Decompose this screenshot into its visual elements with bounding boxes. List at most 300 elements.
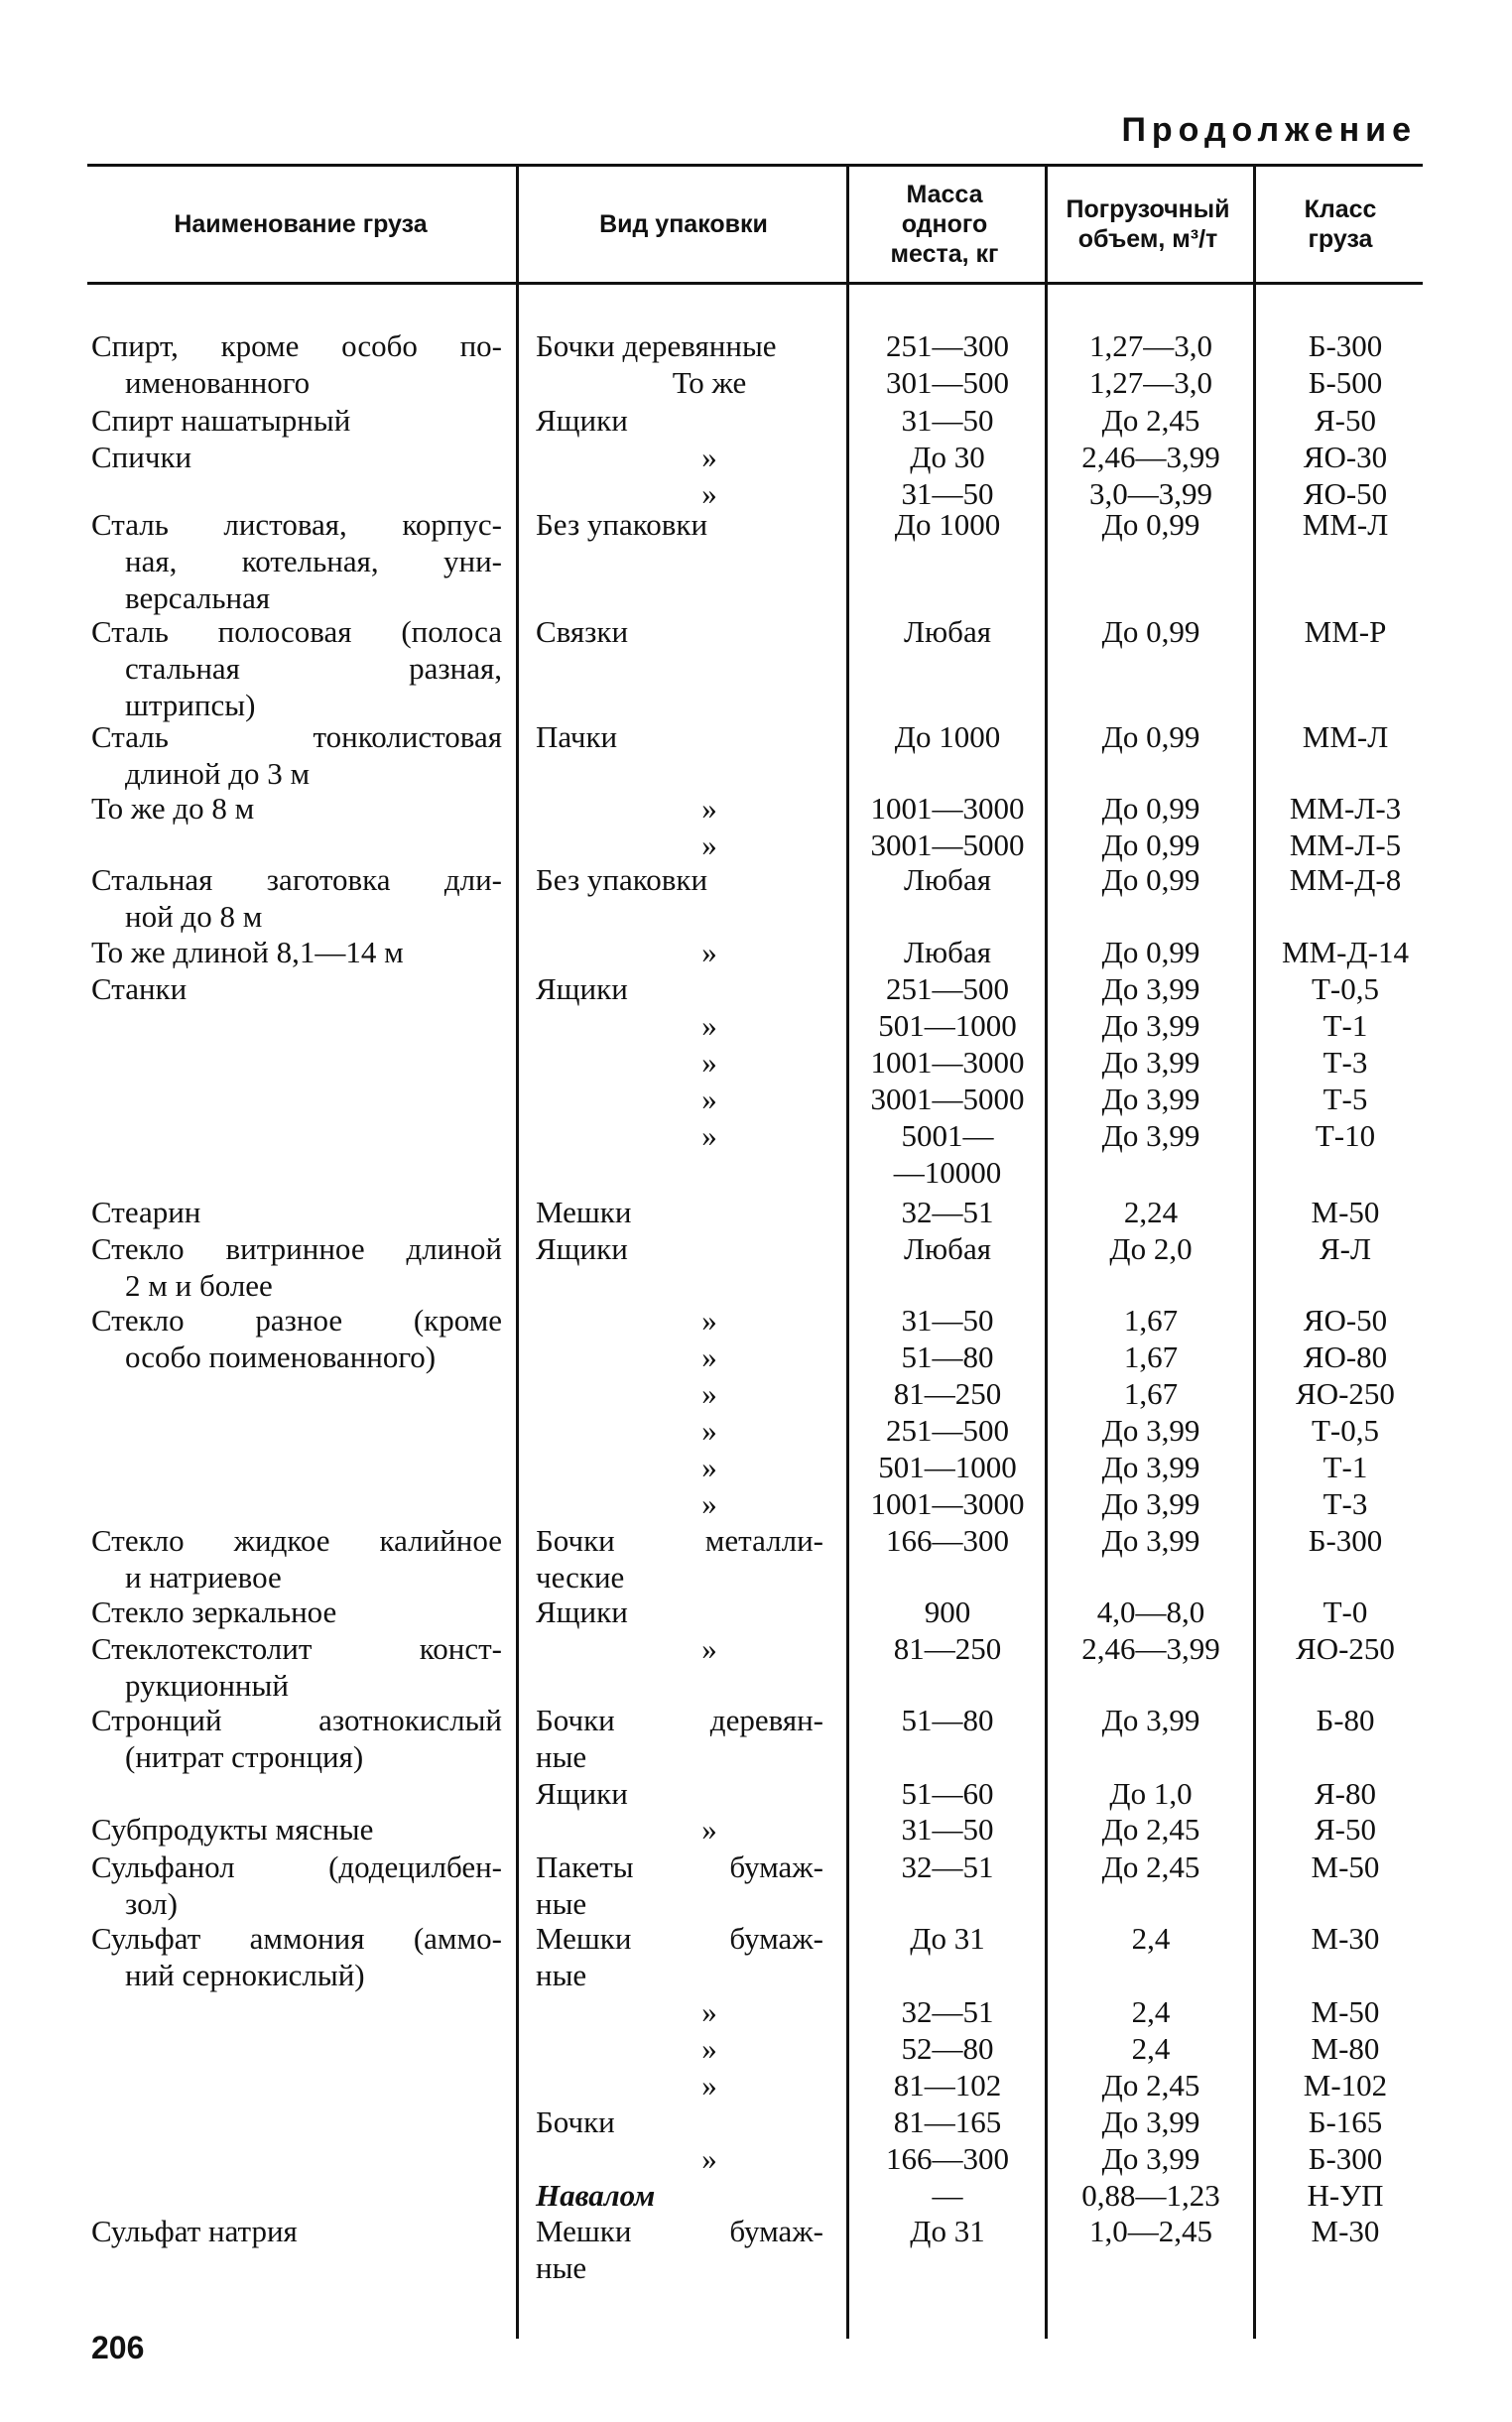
- class-line: ЯО-30: [1303, 440, 1388, 474]
- class-line: Т-0,5: [1311, 1413, 1379, 1448]
- class-cell: [1266, 1848, 1425, 1885]
- class-cell: [1266, 1593, 1425, 1630]
- column-header-name: Наименование груза: [174, 210, 428, 238]
- volume-line: До 0,99: [1101, 614, 1200, 649]
- class-cell: [1266, 1811, 1425, 1848]
- packing-line: »: [701, 2141, 717, 2176]
- mass-line: —: [932, 2178, 963, 2213]
- packing-line: Бочки: [536, 2104, 615, 2139]
- cargo-name-cell: [91, 1230, 502, 1304]
- column-header-mass: Масса одного места, кг: [890, 181, 999, 268]
- mass-cell: [855, 1848, 1040, 1885]
- volume-line: До 3,99: [1101, 2141, 1200, 2176]
- volume-cell: [1052, 506, 1250, 543]
- mass-cell: [855, 1593, 1040, 1630]
- cargo-name-line: особо поименованного): [125, 1339, 437, 1374]
- cargo-name-line: Сульфат аммония (аммо-: [91, 1921, 502, 1956]
- class-cell: [1266, 970, 1425, 1154]
- mass-cell: [855, 439, 1040, 512]
- mass-line: Любая: [904, 862, 991, 897]
- volume-line: 2,4: [1131, 2031, 1171, 2066]
- volume-cell: [1052, 934, 1250, 970]
- volume-cell: [1052, 439, 1250, 512]
- mass-line: До 31: [910, 2214, 985, 2248]
- mass-line: До 31: [910, 1921, 985, 1956]
- cargo-name-line: Спички: [91, 440, 192, 474]
- volume-line: До 2,45: [1101, 403, 1200, 438]
- cargo-name-cell: [91, 790, 502, 827]
- mass-line: 31—50: [901, 476, 994, 511]
- packing-cell: [536, 1702, 823, 1812]
- mass-line: 51—60: [901, 1776, 994, 1811]
- class-line: Т-10: [1315, 1118, 1376, 1153]
- cargo-name-cell: [91, 613, 502, 723]
- packing-line: ные: [536, 1739, 587, 1774]
- cargo-name-cell: [91, 1702, 502, 1775]
- volume-cell: [1052, 327, 1250, 401]
- packing-line: »: [701, 1631, 717, 1666]
- volume-line: До 0,99: [1101, 791, 1200, 826]
- cargo-name-line: Стеклотекстолит конст-: [91, 1631, 502, 1666]
- class-cell: [1266, 1920, 1425, 2214]
- cargo-name-cell: [91, 1848, 502, 1922]
- mass-line: До 1000: [894, 507, 1001, 542]
- cargo-name-line: длиной до 3 м: [125, 756, 311, 791]
- mass-cell: [855, 1630, 1040, 1667]
- volume-cell: [1052, 970, 1250, 1154]
- packing-line: ные: [536, 1958, 587, 1992]
- packing-line: Ящики: [536, 403, 628, 438]
- mass-line: Любая: [904, 614, 991, 649]
- class-line: Б-300: [1308, 2141, 1383, 2176]
- cargo-name-cell: [91, 1920, 502, 1993]
- cargo-name-line: Спирт нашатырный: [91, 403, 351, 438]
- packing-cell: [536, 506, 823, 543]
- volume-line: До 3,99: [1101, 1703, 1200, 1737]
- cargo-name-cell: [91, 861, 502, 935]
- mass-line: 31—50: [901, 1303, 994, 1338]
- volume-cell: [1052, 1302, 1250, 1522]
- cargo-name-line: 2 м и более: [125, 1268, 273, 1303]
- class-cell: [1266, 1230, 1425, 1267]
- mass-cell: [855, 934, 1040, 970]
- volume-cell: [1052, 718, 1250, 755]
- cargo-name-cell: [91, 1522, 502, 1595]
- mass-cell: [855, 402, 1040, 439]
- volume-cell: [1052, 1920, 1250, 2214]
- class-line: ММ-Л: [1302, 507, 1389, 542]
- column-header-packing: Вид упаковки: [599, 210, 768, 238]
- packing-line: То же: [672, 365, 747, 400]
- cargo-name-line: То же до 8 м: [91, 791, 255, 826]
- packing-line: ческие: [536, 1560, 625, 1594]
- volume-line: До 3,99: [1101, 2104, 1200, 2139]
- class-line: Б-80: [1316, 1703, 1375, 1737]
- class-line: ММ-Л-3: [1289, 791, 1402, 826]
- mass-line: 81—250: [893, 1631, 1002, 1666]
- cargo-name-line: То же длиной 8,1—14 м: [91, 935, 404, 969]
- volume-line: До 3,99: [1101, 1045, 1200, 1080]
- packing-line: ные: [536, 1886, 587, 1921]
- cargo-name-line: Станки: [91, 971, 188, 1006]
- class-cell: [1266, 718, 1425, 755]
- mass-line: 166—300: [886, 2141, 1009, 2176]
- volume-line: 2,4: [1131, 1921, 1171, 1956]
- cargo-name-cell: [91, 1194, 502, 1230]
- volume-cell: [1052, 1630, 1250, 1667]
- class-line: Н-УП: [1307, 2178, 1384, 2213]
- class-line: Т-0,5: [1311, 971, 1379, 1006]
- class-line: М-30: [1311, 2214, 1380, 2248]
- mass-line: 81—102: [893, 2068, 1002, 2103]
- packing-line: Навалом: [536, 2178, 656, 2213]
- class-line: ЯО-50: [1303, 1303, 1388, 1338]
- packing-line: »: [701, 1413, 717, 1448]
- packing-line: Ящики: [536, 1776, 628, 1811]
- mass-line: 32—51: [901, 1994, 994, 2029]
- mass-line: 251—300: [886, 328, 1009, 363]
- cargo-name-line: Стекло зеркальное: [91, 1594, 337, 1629]
- cargo-name-line: зол): [125, 1886, 178, 1921]
- volume-line: 1,67: [1123, 1376, 1179, 1411]
- mass-cell: [855, 1194, 1040, 1230]
- class-line: М-50: [1311, 1994, 1380, 2029]
- cargo-name-cell: [91, 1302, 502, 1375]
- continuation-label: Продолжение: [1121, 111, 1417, 149]
- class-cell: [1266, 1522, 1425, 1559]
- mass-cell: [855, 861, 1040, 898]
- class-line: ММ-Р: [1304, 614, 1387, 649]
- volume-line: До 3,99: [1101, 1118, 1200, 1153]
- class-line: Я-80: [1315, 1776, 1376, 1811]
- packing-line: ные: [536, 2250, 587, 2285]
- column-header-class: Класс груза: [1304, 195, 1377, 253]
- class-line: Т-1: [1323, 1008, 1368, 1043]
- mass-line: 32—51: [901, 1849, 994, 1884]
- packing-line: Пачки: [536, 719, 618, 754]
- volume-line: 0,88—1,23: [1081, 2178, 1220, 2213]
- volume-line: До 0,99: [1101, 935, 1200, 969]
- packing-line: »: [701, 1994, 717, 2029]
- class-cell: [1266, 1302, 1425, 1522]
- class-cell: [1266, 934, 1425, 970]
- cargo-name-line: ной до 8 м: [125, 899, 263, 934]
- class-cell: [1266, 327, 1425, 401]
- class-line: Т-3: [1323, 1045, 1368, 1080]
- class-line: ЯО-250: [1296, 1376, 1395, 1411]
- cargo-name-line: Стронций азотнокислый: [91, 1703, 502, 1737]
- cargo-name-cell: [91, 402, 502, 439]
- class-line: М-102: [1303, 2068, 1388, 2103]
- packing-line: »: [701, 791, 717, 826]
- cargo-name-line: стальная разная,: [125, 651, 502, 686]
- class-line: ЯО-50: [1303, 476, 1388, 511]
- class-cell: [1266, 861, 1425, 898]
- cargo-name-line: ная, котельная, уни-: [125, 544, 502, 578]
- packing-cell: [536, 1848, 823, 1922]
- class-line: Б-500: [1308, 365, 1383, 400]
- class-line: Б-300: [1308, 328, 1383, 363]
- cargo-name-cell: [91, 970, 502, 1007]
- mass-line: До 1000: [894, 719, 1001, 754]
- packing-line: Без упаковки: [536, 862, 708, 897]
- cargo-name-line: Стекло разное (кроме: [91, 1303, 502, 1338]
- mass-cell: [855, 1302, 1040, 1522]
- mass-line: 900: [924, 1594, 971, 1629]
- class-cell: [1266, 439, 1425, 512]
- packing-line: »: [701, 1008, 717, 1043]
- packing-line: »: [701, 476, 717, 511]
- volume-line: До 3,99: [1101, 1523, 1200, 1558]
- class-line: Б-300: [1308, 1523, 1383, 1558]
- mass-line: 3001—5000: [870, 828, 1025, 862]
- volume-line: До 0,99: [1101, 719, 1200, 754]
- mass-line: 166—300: [886, 1523, 1009, 1558]
- packing-cell: [536, 1194, 823, 1230]
- volume-cell: [1052, 1194, 1250, 1230]
- mass-cell: [855, 1811, 1040, 1848]
- mass-line: 81—250: [893, 1376, 1002, 1411]
- mass-line: 1001—3000: [870, 1486, 1025, 1521]
- mass-cell: [855, 790, 1040, 863]
- volume-line: До 1,0: [1109, 1776, 1193, 1811]
- packing-line: »: [701, 440, 717, 474]
- packing-line: »: [701, 1486, 717, 1521]
- mass-cell: [855, 506, 1040, 543]
- volume-line: До 3,99: [1101, 1413, 1200, 1448]
- volume-cell: [1052, 861, 1250, 898]
- packing-line: »: [701, 2031, 717, 2066]
- mass-line: 1001—3000: [870, 1045, 1025, 1080]
- volume-line: До 3,99: [1101, 971, 1200, 1006]
- class-line: ММ-Л-5: [1289, 828, 1402, 862]
- cargo-name-line: Сталь тонколистовая: [91, 719, 502, 754]
- cargo-name-line: Стальная заготовка дли-: [91, 862, 502, 897]
- class-cell: [1266, 506, 1425, 543]
- mass-line: —10000: [893, 1155, 1002, 1190]
- packing-cell: [536, 1593, 823, 1630]
- cargo-name-cell: [91, 506, 502, 616]
- packing-line: »: [701, 1812, 717, 1847]
- volume-line: До 2,0: [1109, 1231, 1193, 1266]
- class-cell: [1266, 2213, 1425, 2249]
- cargo-name-line: Стеарин: [91, 1195, 201, 1229]
- volume-line: До 2,45: [1101, 2068, 1200, 2103]
- class-line: Я-50: [1315, 1812, 1376, 1847]
- packing-line: Ящики: [536, 1594, 628, 1629]
- cargo-name-cell: [91, 1593, 502, 1630]
- volume-cell: [1052, 1702, 1250, 1812]
- volume-line: 1,67: [1123, 1339, 1179, 1374]
- cargo-name-line: и натриевое: [125, 1560, 282, 1594]
- class-line: Т-0: [1323, 1594, 1368, 1629]
- class-line: ММ-Д-14: [1282, 935, 1409, 969]
- cargo-name-cell: [91, 1811, 502, 1848]
- class-line: Я-Л: [1319, 1231, 1372, 1266]
- volume-line: До 3,99: [1101, 1082, 1200, 1116]
- cargo-name-line: Стекло витринное длиной: [91, 1231, 502, 1266]
- packing-cell: [536, 1302, 823, 1522]
- class-line: ММ-Д-8: [1289, 862, 1402, 897]
- packing-cell: [536, 2213, 823, 2286]
- packing-cell: [536, 1811, 823, 1848]
- class-line: Т-1: [1323, 1450, 1368, 1484]
- packing-line: Без упаковки: [536, 507, 708, 542]
- volume-line: 1,0—2,45: [1089, 2214, 1212, 2248]
- class-line: ЯО-80: [1303, 1339, 1388, 1374]
- mass-line: 81—165: [893, 2104, 1002, 2139]
- packing-cell: [536, 790, 823, 863]
- volume-line: 1,27—3,0: [1089, 365, 1212, 400]
- cargo-name-line: именованного: [125, 365, 311, 400]
- packing-line: Бочки деревян-: [536, 1703, 823, 1737]
- packing-cell: [536, 1920, 823, 2214]
- volume-line: 2,46—3,99: [1081, 1631, 1220, 1666]
- packing-line: »: [701, 1376, 717, 1411]
- packing-line: »: [701, 1045, 717, 1080]
- volume-line: 2,46—3,99: [1081, 440, 1220, 474]
- volume-line: 4,0—8,0: [1096, 1594, 1205, 1629]
- volume-line: До 3,99: [1101, 1450, 1200, 1484]
- mass-cell: [855, 1702, 1040, 1812]
- mass-line: 31—50: [901, 1812, 994, 1847]
- cargo-name-line: Сталь полосовая (полоса: [91, 614, 502, 649]
- mass-line: 501—1000: [878, 1450, 1017, 1484]
- class-line: Б-165: [1308, 2104, 1383, 2139]
- mass-line: 52—80: [901, 2031, 994, 2066]
- mass-cell: [855, 327, 1040, 401]
- mass-line: 251—500: [886, 1413, 1009, 1448]
- packing-line: »: [701, 2068, 717, 2103]
- packing-cell: [536, 718, 823, 755]
- mass-line: 51—80: [901, 1703, 994, 1737]
- class-cell: [1266, 613, 1425, 650]
- packing-cell: [536, 327, 823, 401]
- mass-line: 301—500: [886, 365, 1009, 400]
- packing-cell: [536, 402, 823, 439]
- volume-cell: [1052, 402, 1250, 439]
- cargo-name-cell: [91, 718, 502, 792]
- packing-line: »: [701, 1303, 717, 1338]
- cargo-name-cell: [91, 934, 502, 970]
- cargo-name-line: рукционный: [125, 1668, 289, 1703]
- mass-line: 501—1000: [878, 1008, 1017, 1043]
- volume-cell: [1052, 1593, 1250, 1630]
- mass-cell: [855, 1522, 1040, 1559]
- column-header-volume: Погрузочный объем, м³/т: [1066, 195, 1230, 253]
- packing-line: Бочки деревянные: [536, 328, 777, 363]
- class-cell: [1266, 1194, 1425, 1230]
- packing-line: Ящики: [536, 971, 628, 1006]
- mass-line: 31—50: [901, 403, 994, 438]
- volume-cell: [1052, 613, 1250, 650]
- volume-line: 3,0—3,99: [1089, 476, 1212, 511]
- volume-line: До 0,99: [1101, 507, 1200, 542]
- cargo-name-cell: [91, 1630, 502, 1704]
- class-cell: [1266, 1702, 1425, 1812]
- mass-cell: [855, 1920, 1040, 2214]
- class-line: М-50: [1311, 1849, 1380, 1884]
- mass-cell: [855, 718, 1040, 755]
- mass-cell: [855, 970, 1040, 1191]
- mass-cell: [855, 1230, 1040, 1267]
- packing-line: Связки: [536, 614, 629, 649]
- class-cell: [1266, 790, 1425, 863]
- packing-cell: [536, 1230, 823, 1267]
- class-line: М-30: [1311, 1921, 1380, 1956]
- class-line: ЯО-250: [1296, 1631, 1395, 1666]
- mass-line: 1001—3000: [870, 791, 1025, 826]
- cargo-name-line: штрипсы): [125, 688, 256, 722]
- volume-cell: [1052, 1230, 1250, 1267]
- packing-cell: [536, 861, 823, 898]
- volume-line: 2,24: [1123, 1195, 1179, 1229]
- class-line: М-80: [1311, 2031, 1380, 2066]
- cargo-name-line: (нитрат стронция): [125, 1739, 364, 1774]
- cargo-name-line: Сталь листовая, корпус-: [91, 507, 502, 542]
- packing-line: »: [701, 1339, 717, 1374]
- mass-line: 3001—5000: [870, 1082, 1025, 1116]
- cargo-name-line: версальная: [125, 580, 271, 615]
- volume-cell: [1052, 1522, 1250, 1559]
- mass-line: 51—80: [901, 1339, 994, 1374]
- packing-cell: [536, 439, 823, 512]
- mass-line: 5001—: [901, 1118, 994, 1153]
- volume-line: 1,27—3,0: [1089, 328, 1212, 363]
- volume-line: 2,4: [1131, 1994, 1171, 2029]
- packing-cell: [536, 934, 823, 970]
- packing-line: »: [701, 935, 717, 969]
- class-line: Я-50: [1315, 403, 1376, 438]
- cargo-name-line: Сульфанол (додецилбен-: [91, 1849, 502, 1884]
- volume-cell: [1052, 790, 1250, 863]
- volume-line: 1,67: [1123, 1303, 1179, 1338]
- packing-line: »: [701, 828, 717, 862]
- mass-cell: [855, 613, 1040, 650]
- packing-line: Мешки бумаж-: [536, 2214, 823, 2248]
- volume-line: До 3,99: [1101, 1008, 1200, 1043]
- volume-line: До 0,99: [1101, 828, 1200, 862]
- cargo-name-line: Сульфат натрия: [91, 2214, 298, 2248]
- volume-line: До 3,99: [1101, 1486, 1200, 1521]
- cargo-name-cell: [91, 327, 502, 401]
- class-line: М-50: [1311, 1195, 1380, 1229]
- cargo-name-line: Стекло жидкое калийное: [91, 1523, 502, 1558]
- volume-line: До 2,45: [1101, 1849, 1200, 1884]
- volume-cell: [1052, 1848, 1250, 1885]
- class-cell: [1266, 1630, 1425, 1667]
- packing-line: »: [701, 1450, 717, 1484]
- cargo-name-cell: [91, 2213, 502, 2249]
- packing-line: »: [701, 1118, 717, 1153]
- volume-line: До 2,45: [1101, 1812, 1200, 1847]
- volume-cell: [1052, 1811, 1250, 1848]
- packing-line: Ящики: [536, 1231, 628, 1266]
- mass-line: До 30: [910, 440, 985, 474]
- mass-line: Любая: [904, 1231, 991, 1266]
- class-line: ММ-Л: [1302, 719, 1389, 754]
- packing-line: Мешки бумаж-: [536, 1921, 823, 1956]
- mass-line: 251—500: [886, 971, 1009, 1006]
- packing-cell: [536, 970, 823, 1154]
- volume-cell: [1052, 2213, 1250, 2249]
- cargo-name-cell: [91, 439, 502, 475]
- cargo-name-line: Спирт, кроме особо по-: [91, 328, 502, 363]
- mass-line: Любая: [904, 935, 991, 969]
- packing-line: Мешки: [536, 1195, 632, 1229]
- cargo-name-line: Субпродукты мясные: [91, 1812, 374, 1847]
- packing-cell: [536, 613, 823, 650]
